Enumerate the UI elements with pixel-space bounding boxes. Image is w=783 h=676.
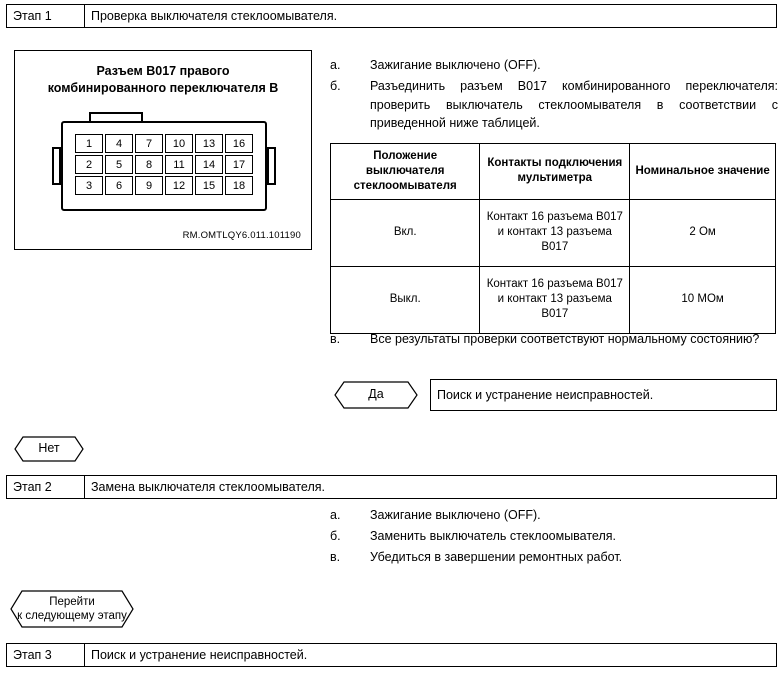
pin: 5 (105, 155, 133, 174)
yes-decision-label: Да (368, 387, 384, 402)
instruction-text: Зажигание выключено (OFF). (370, 58, 541, 72)
instruction-marker: в. (330, 549, 341, 564)
pin: 7 (135, 134, 163, 153)
instruction-marker: б. (330, 78, 341, 93)
figure-title (15, 63, 311, 97)
step-row-1 (6, 4, 777, 28)
table-cell: Вкл. (331, 199, 480, 266)
next-step-line2: к следующему этапу (17, 610, 127, 622)
step-3-label: Этап 3 (7, 644, 85, 666)
pin: 8 (135, 155, 163, 174)
connector-ear-left (52, 147, 61, 185)
pin: 16 (225, 134, 253, 153)
table-row (331, 199, 776, 266)
instruction-item (330, 56, 778, 75)
connector-ear-right (267, 147, 276, 185)
pin: 6 (105, 176, 133, 195)
table-header-row (331, 144, 776, 200)
table-cell: Выкл. (331, 266, 480, 333)
measurement-table (330, 143, 776, 334)
connector-drawing (61, 121, 267, 211)
pin: 17 (225, 155, 253, 174)
pin: 10 (165, 134, 193, 153)
table-header-cell: Номинальное значение (630, 144, 776, 200)
instruction-item (330, 527, 778, 546)
table-cell: Контакт 16 разъема B017 и контакт 13 разъема B017 (480, 199, 630, 266)
step-1-question (330, 330, 778, 351)
instruction-item (330, 77, 778, 133)
instruction-text: Зажигание выключено (OFF). (370, 508, 541, 522)
table-row (331, 266, 776, 333)
step-2-label: Этап 2 (7, 476, 85, 498)
instruction-text: Разъединить разъем B017 комбинированного переключателя: проверить выключатель стеклоомывателя в соответствии с приведенной ниже таблицей. (370, 78, 778, 131)
figure-title-line2: комбинированного переключателя B (47, 80, 279, 95)
figure-title-line1: Разъем B017 правого (96, 64, 230, 78)
table-header-cell: Контакты подключения мультиметра (480, 144, 630, 200)
pin: 3 (75, 176, 103, 195)
instruction-text: Убедиться в завершении ремонтных работ. (370, 549, 623, 564)
pin: 15 (195, 176, 223, 195)
connector-latch (89, 112, 143, 121)
table-header-cell: Положение выключателя стеклоомывателя (331, 144, 480, 200)
next-step-line1: Перейти (49, 595, 95, 608)
connector-pin-grid (74, 133, 254, 196)
step-1-title: Проверка выключателя стеклоомывателя. (91, 9, 338, 23)
connector-figure (14, 50, 312, 250)
step-row-2 (6, 475, 777, 499)
table-cell: Контакт 16 разъема B017 и контакт 13 разъема B017 (480, 266, 630, 333)
step-3-title: Поиск и устранение неисправностей. (91, 648, 308, 662)
instruction-item (330, 548, 778, 567)
pin: 2 (75, 155, 103, 174)
instruction-marker: а. (330, 58, 341, 72)
instruction-item (330, 330, 778, 349)
pin: 12 (165, 176, 193, 195)
table-cell: 10 МОм (630, 266, 776, 333)
table-cell: 2 Ом (630, 199, 776, 266)
instruction-text: Все результаты проверки соответствуют нормальному состоянию? (370, 332, 760, 346)
result-box: Поиск и устранение неисправностей. (430, 379, 777, 411)
step-1-label: Этап 1 (7, 5, 85, 27)
next-step-label (10, 590, 134, 628)
instruction-marker: б. (330, 528, 341, 543)
pin: 11 (165, 155, 193, 174)
pin: 9 (135, 176, 163, 195)
figure-reference-code: RM.OMTLQY6.011.101190 (182, 230, 301, 241)
pin: 1 (75, 134, 103, 153)
pin: 14 (195, 155, 223, 174)
instruction-item (330, 506, 778, 525)
step-row-3 (6, 643, 777, 667)
step-2-instructions (330, 506, 778, 568)
instruction-marker: в. (330, 332, 341, 346)
pin: 18 (225, 176, 253, 195)
step-1-instructions (330, 56, 778, 135)
pin: 13 (195, 134, 223, 153)
instruction-text: Заменить выключатель стеклоомывателя. (370, 528, 617, 543)
instruction-marker: а. (330, 508, 341, 522)
pin: 4 (105, 134, 133, 153)
step-2-title: Замена выключателя стеклоомывателя. (91, 480, 325, 494)
no-decision-label: Нет (38, 441, 60, 456)
